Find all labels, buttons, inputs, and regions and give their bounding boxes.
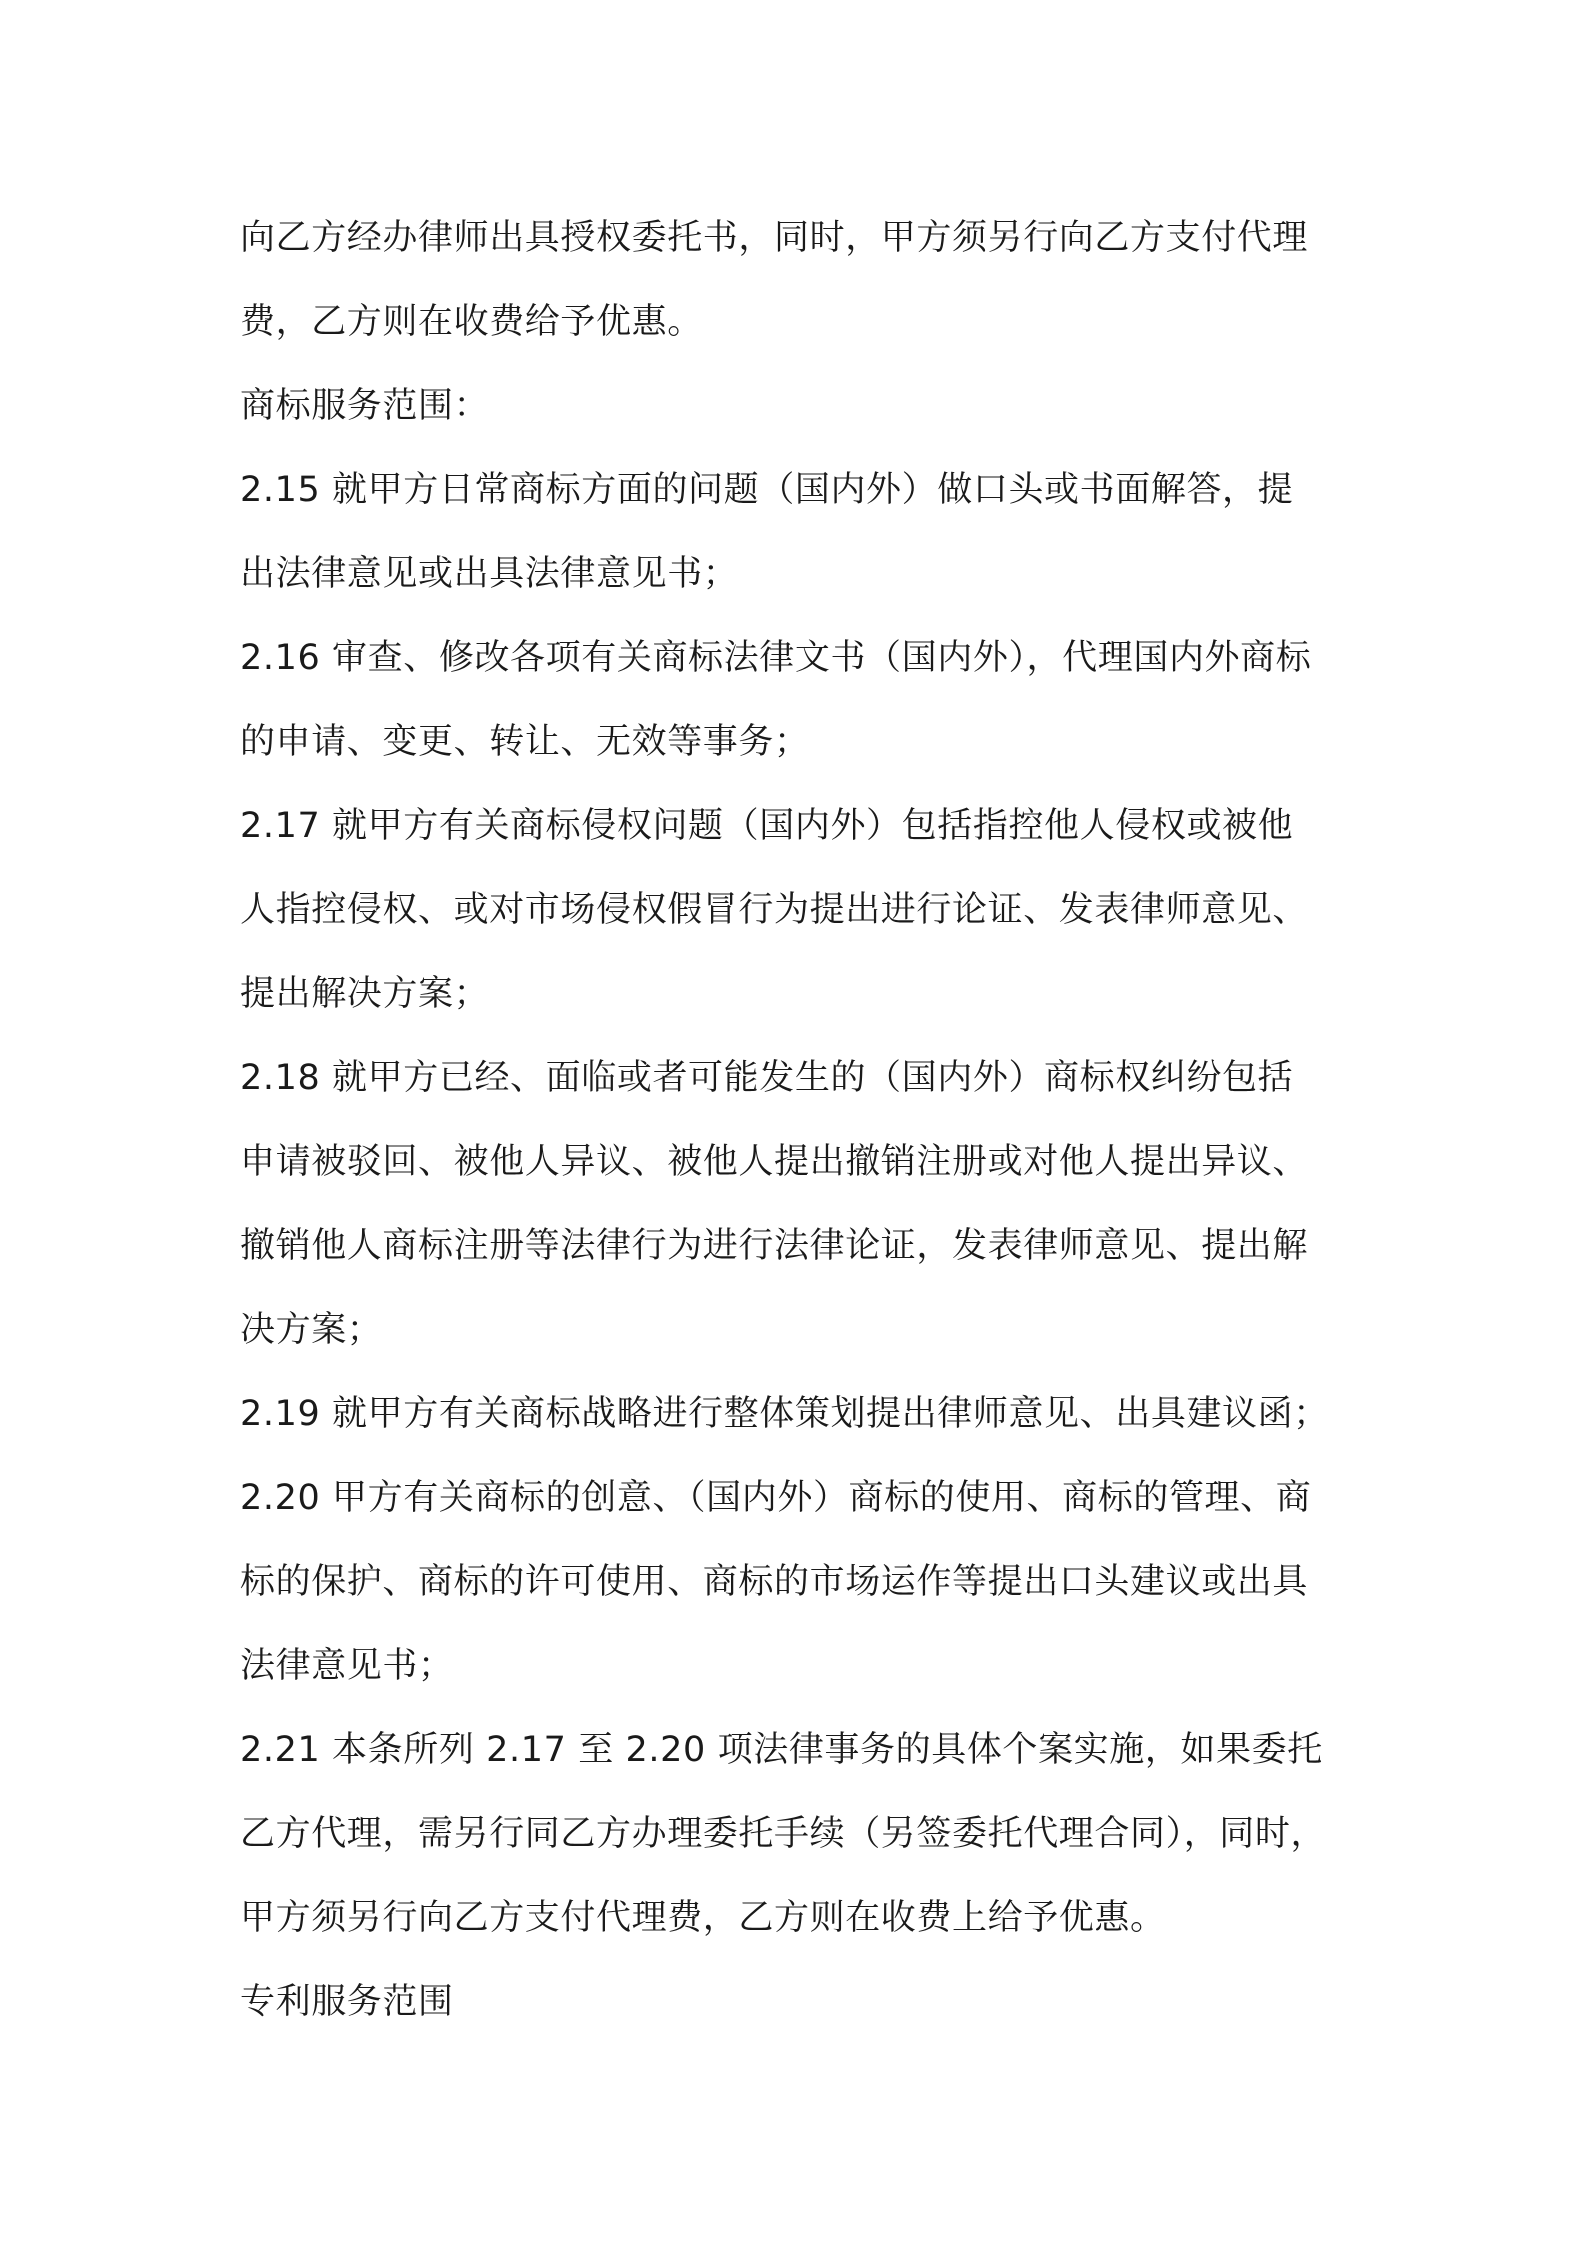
- text-line: 标的保护、商标的许可使用、商标的市场运作等提出口头建议或出具: [240, 1562, 1309, 1602]
- section-heading-trademark: 商标服务范围：: [240, 386, 490, 426]
- text-line: 2.15 就甲方日常商标方面的问题（国内外）做口头或书面解答，提: [240, 470, 1294, 510]
- text-line: 提出解决方案；: [240, 974, 490, 1014]
- text-line: 2.16 审查、修改各项有关商标法律文书（国内外），代理国内外商标: [240, 638, 1312, 678]
- text-line: 申请被驳回、被他人异议、被他人提出撤销注册或对他人提出异议、: [240, 1142, 1309, 1182]
- document-body: [240, 196, 1360, 2044]
- text-line: 2.20 甲方有关商标的创意、（国内外）商标的使用、商标的管理、商: [240, 1478, 1312, 1518]
- text-line: 撤销他人商标注册等法律行为进行法律论证，发表律师意见、提出解: [240, 1226, 1309, 1266]
- text-line: 法律意见书；: [240, 1646, 454, 1686]
- text-line: 出法律意见或出具法律意见书；: [240, 554, 739, 594]
- section-heading-patent: 专利服务范围: [240, 1982, 454, 2022]
- text-line: 向乙方经办律师出具授权委托书，同时，甲方须另行向乙方支付代理: [240, 218, 1309, 258]
- text-line: 的申请、变更、转让、无效等事务；: [240, 722, 810, 762]
- text-line: 决方案；: [240, 1310, 383, 1350]
- text-line: 2.21 本条所列 2.17 至 2.20 项法律事务的具体个案实施，如果委托: [240, 1730, 1323, 1770]
- text-line: 2.17 就甲方有关商标侵权问题（国内外）包括指控他人侵权或被他: [240, 806, 1294, 846]
- text-line: 乙方代理，需另行同乙方办理委托手续（另签委托代理合同），同时，: [240, 1814, 1327, 1854]
- text-line: 甲方须另行向乙方支付代理费，乙方则在收费上给予优惠。: [240, 1898, 1166, 1938]
- text-line: 2.19 就甲方有关商标战略进行整体策划提出律师意见、出具建议函；: [240, 1394, 1329, 1434]
- text-line: 费，乙方则在收费给予优惠。: [240, 302, 703, 342]
- text-line: 人指控侵权、或对市场侵权假冒行为提出进行论证、发表律师意见、: [240, 890, 1309, 930]
- text-line: 2.18 就甲方已经、面临或者可能发生的（国内外）商标权纠纷包括: [240, 1058, 1294, 1098]
